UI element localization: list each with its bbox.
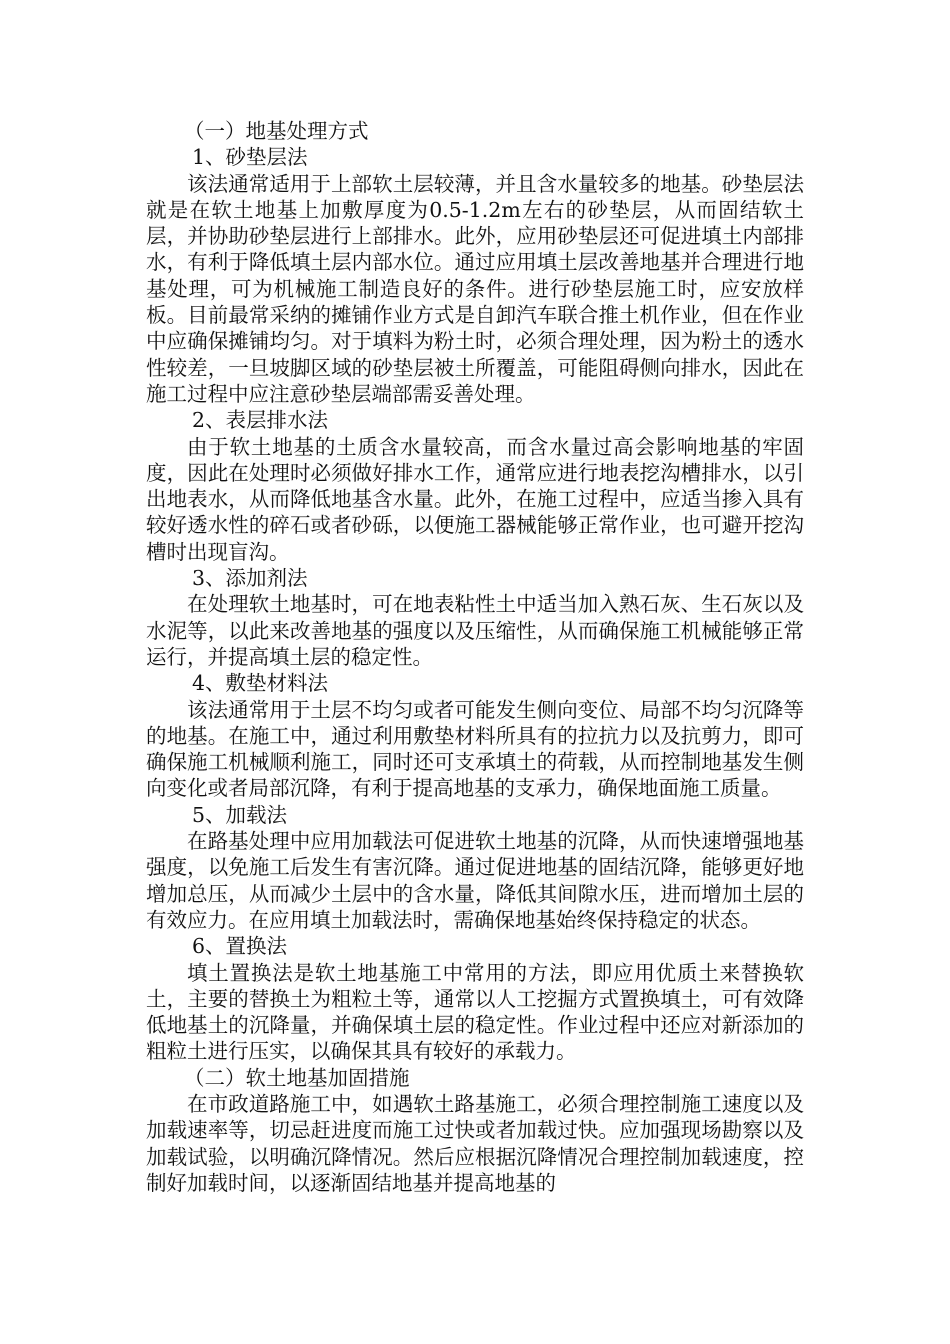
document-body [146, 118, 804, 1196]
paragraph-loading: 在路基处理中应用加载法可促进软土地基的沉降，从而快速增强地基强度，以免施工后发生有害沉降。通过促进地基的固结沉降，能够更好地增加总压，从而减少土层中的含水量，降低其间隙水压，进而增加土层的有效应力。在应用填土加载法时，需确保地基始终保持稳定的状态。 [146, 829, 804, 932]
paragraph-sand-cushion: 该法通常适用于上部软土层较薄，并且含水量较多的地基。砂垫层法就是在软土地基上加敷厚度为0.5-1.2m左右的砂垫层，从而固结软土层，并协助砂垫层进行上部排水。此外，应用砂垫层还可促进填土内部排水，有利于降低填土层内部水位。通过应用填土层改善地基并合理进行地基处理，可为机械施工制造良好的条件。进行砂垫层施工时，应安放样板。目前最常采纳的摊铺作业方式是自卸汽车联合推土机作业，但在作业中应确保摊铺均匀。对于填料为粉土时，必须合理处理，因为粉土的透水性较差，一旦坡脚区域的砂垫层被土所覆盖，可能阻碍侧向排水，因此在施工过程中应注意砂垫层端部需妥善处理。 [146, 171, 804, 406]
paragraph-additive: 在处理软土地基时，可在地表粘性土中适当加入熟石灰、生石灰以及水泥等，以此来改善地基的强度以及压缩性，从而确保施工机械能够正常运行，并提高填土层的稳定性。 [146, 592, 804, 669]
subheading-additive: 3、添加剂法 [192, 566, 308, 591]
paragraph-replacement: 填土置换法是软土地基施工中常用的方法，即应用优质土来替换软土，主要的替换土为粗粒土等，通常以人工挖掘方式置换填土，可有效降低地基土的沉降量，并确保填土层的稳定性。作业过程中还应对新添加的粗粒土进行压实，以确保其具有较好的承载力。 [146, 960, 804, 1064]
section-heading-foundation-methods: （一）地基处理方式 [184, 119, 369, 143]
subheading-sand-cushion: 1、砂垫层法 [192, 145, 308, 170]
subheading-surface-drainage: 2、表层排水法 [192, 408, 329, 433]
paragraph-surface-drainage: 由于软土地基的土质含水量较高，而含水量过高会影响地基的牢固度，因此在处理时必须做好排水工作，通常应进行地表挖沟槽排水，以引出地表水，从而降低地基含水量。此外，在施工过程中，应适当掺入具有较好透水性的碎石或者砂砾，以便施工器械能够正常作业，也可避开挖沟槽时出现盲沟。 [146, 434, 804, 564]
section-heading-reinforcement: （二）软土地基加固措施 [184, 1065, 410, 1090]
paragraph-mat-material: 该法通常用于土层不均匀或者可能发生侧向变位、局部不均匀沉降等的地基。在施工中，通过利用敷垫材料所具有的拉抗力以及抗剪力，即可确保施工机械顺利施工，同时还可支承填土的荷载，从而控制地基发生侧向变化或者局部沉降，有利于提高地基的支承力，确保地面施工质量。 [146, 697, 804, 801]
subheading-mat-material: 4、敷垫材料法 [192, 671, 329, 696]
subheading-loading: 5、加载法 [192, 802, 288, 827]
paragraph-reinforcement: 在市政道路施工中，如遇软土路基施工，必须合理控制施工速度以及加载速率等，切忌赶进度而施工过快或者加载过快。应加强现场勘察以及加载试验，以明确沉降情况。然后应根据沉降情况合理控制加载速度，控制好加载时间，以逐渐固结地基并提高地基的 [146, 1091, 804, 1195]
subheading-replacement: 6、置换法 [192, 934, 288, 959]
